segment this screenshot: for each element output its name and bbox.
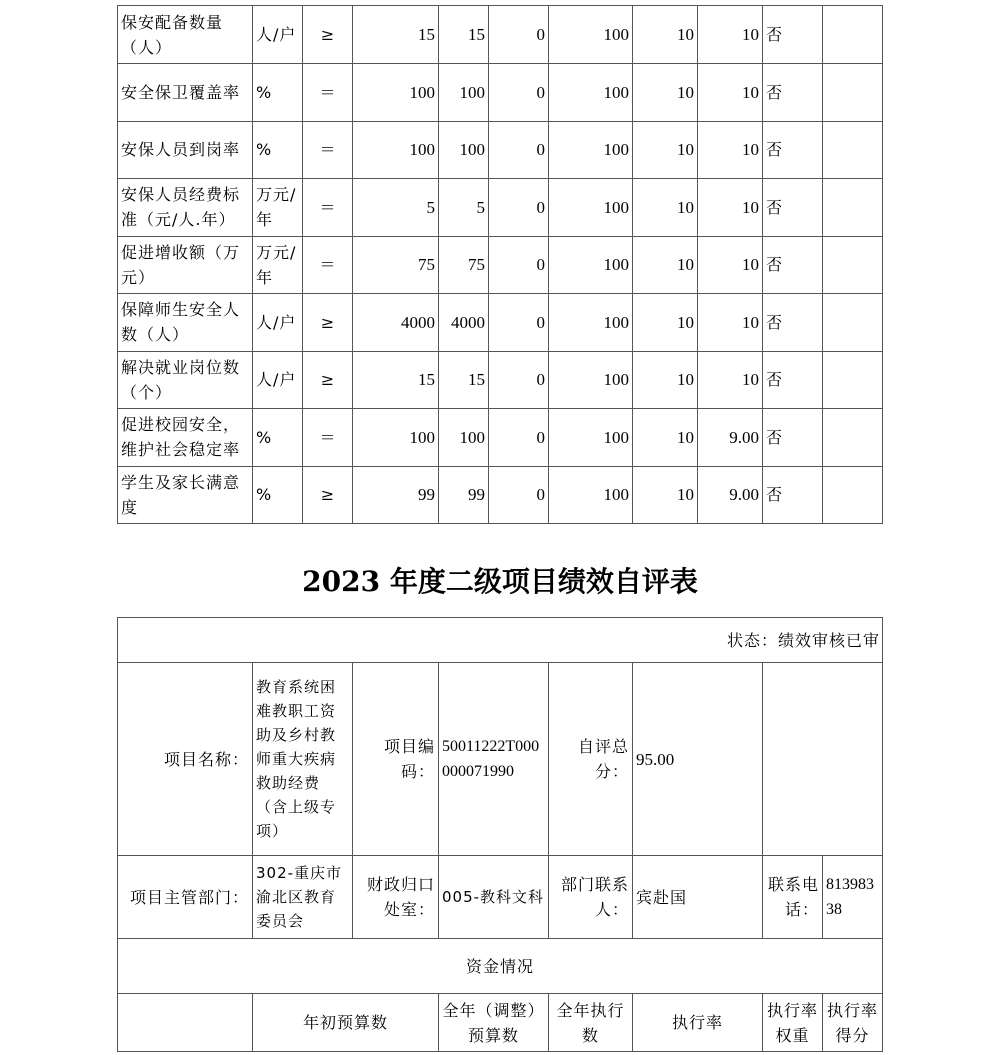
contact-label: 部门联系人： (549, 856, 633, 939)
indicator-name: 保安配备数量（人） (118, 6, 253, 64)
indicator-note (823, 351, 883, 409)
indicator-score: 10 (698, 236, 763, 294)
funds-header: 全年执行数 (549, 994, 633, 1052)
indicator-deviation: 0 (489, 294, 549, 352)
office-value: 005-教科文科 (439, 856, 549, 939)
indicator-rate: 100 (549, 121, 633, 179)
phone-label: 联系电话： (763, 856, 823, 939)
indicator-target: 100 (353, 121, 439, 179)
table-row (118, 6, 883, 64)
indicator-operator: ≥ (303, 466, 353, 524)
empty-cell (763, 663, 883, 856)
indicator-actual: 4000 (439, 294, 489, 352)
office-label: 财政归口处室： (353, 856, 439, 939)
indicator-note (823, 64, 883, 122)
table-row (118, 351, 883, 409)
indicator-name: 解决就业岗位数（个） (118, 351, 253, 409)
indicator-unit: 人/户 (253, 351, 303, 409)
table-row (118, 236, 883, 294)
indicator-operator: ＝ (303, 179, 353, 237)
indicator-rate: 100 (549, 6, 633, 64)
indicator-deviation: 0 (489, 64, 549, 122)
indicator-weight: 10 (633, 351, 698, 409)
indicator-rate: 100 (549, 236, 633, 294)
indicator-name: 促进校园安全，维护社会稳定率 (118, 409, 253, 467)
project-name-label: 项目名称： (118, 663, 253, 856)
indicator-name: 促进增收额（万元） (118, 236, 253, 294)
indicator-rate: 100 (549, 466, 633, 524)
indicator-deviation: 0 (489, 466, 549, 524)
indicator-score: 10 (698, 64, 763, 122)
indicator-name: 保障师生安全人数（人） (118, 294, 253, 352)
indicator-target: 100 (353, 409, 439, 467)
indicator-unit: 万元/年 (253, 236, 303, 294)
indicator-actual: 15 (439, 6, 489, 64)
funds-header: 年初预算数 (253, 994, 439, 1052)
funds-header: 全年（调整）预算数 (439, 994, 549, 1052)
indicator-operator: ＝ (303, 236, 353, 294)
indicator-flag: 否 (763, 466, 823, 524)
indicator-score: 10 (698, 121, 763, 179)
phone-value: 81398338 (823, 856, 883, 939)
indicator-unit: % (253, 64, 303, 122)
indicator-target: 4000 (353, 294, 439, 352)
indicator-deviation: 0 (489, 351, 549, 409)
table-row (118, 121, 883, 179)
indicator-note (823, 466, 883, 524)
indicator-weight: 10 (633, 409, 698, 467)
indicator-weight: 10 (633, 294, 698, 352)
indicator-deviation: 0 (489, 409, 549, 467)
empty-cell (118, 994, 253, 1052)
table-row (118, 179, 883, 237)
indicator-unit: % (253, 409, 303, 467)
indicator-operator: ＝ (303, 409, 353, 467)
indicator-rate: 100 (549, 409, 633, 467)
indicator-operator: ≥ (303, 294, 353, 352)
indicator-unit: 万元/年 (253, 179, 303, 237)
indicator-flag: 否 (763, 6, 823, 64)
indicator-note (823, 294, 883, 352)
indicator-rate: 100 (549, 179, 633, 237)
indicator-flag: 否 (763, 294, 823, 352)
project-code-label: 项目编码： (353, 663, 439, 856)
indicator-unit: % (253, 121, 303, 179)
indicator-flag: 否 (763, 121, 823, 179)
table-row (118, 409, 883, 467)
indicator-note (823, 6, 883, 64)
indicator-score: 9.00 (698, 466, 763, 524)
indicator-weight: 10 (633, 64, 698, 122)
indicator-unit: 人/户 (253, 294, 303, 352)
indicator-operator: ≥ (303, 6, 353, 64)
indicator-deviation: 0 (489, 6, 549, 64)
indicator-operator: ≥ (303, 351, 353, 409)
indicator-actual: 5 (439, 179, 489, 237)
indicator-weight: 10 (633, 236, 698, 294)
indicator-operator: ＝ (303, 121, 353, 179)
indicator-target: 100 (353, 64, 439, 122)
table-row (118, 64, 883, 122)
table-row (118, 466, 883, 524)
project-code-value: 50011222T000000071990 (439, 663, 549, 856)
indicator-deviation: 0 (489, 236, 549, 294)
funds-section-label: 资金情况 (118, 939, 883, 994)
funds-header: 执行率权重 (763, 994, 823, 1052)
indicator-actual: 15 (439, 351, 489, 409)
indicator-rate: 100 (549, 351, 633, 409)
indicator-deviation: 0 (489, 121, 549, 179)
indicator-rate: 100 (549, 64, 633, 122)
funds-header: 执行率 (633, 994, 763, 1052)
dept-label: 项目主管部门： (118, 856, 253, 939)
indicator-actual: 75 (439, 236, 489, 294)
indicator-flag: 否 (763, 64, 823, 122)
self-score-label: 自评总分： (549, 663, 633, 856)
page-title: 2023 年度二级项目绩效自评表 (302, 565, 698, 598)
indicator-weight: 10 (633, 6, 698, 64)
indicator-note (823, 179, 883, 237)
indicator-name: 学生及家长满意度 (118, 466, 253, 524)
indicator-weight: 10 (633, 121, 698, 179)
indicator-score: 10 (698, 351, 763, 409)
indicator-operator: ＝ (303, 64, 353, 122)
contact-value: 宾赴国 (633, 856, 763, 939)
indicator-unit: 人/户 (253, 6, 303, 64)
indicator-flag: 否 (763, 351, 823, 409)
indicator-unit: % (253, 466, 303, 524)
indicator-name: 安保人员经费标准（元/人.年） (118, 179, 253, 237)
funds-header: 执行率得分 (823, 994, 883, 1052)
indicator-target: 15 (353, 351, 439, 409)
indicator-note (823, 121, 883, 179)
indicator-flag: 否 (763, 409, 823, 467)
project-info-table (117, 617, 883, 1052)
self-score-value: 95.00 (633, 663, 763, 856)
indicator-deviation: 0 (489, 179, 549, 237)
indicator-weight: 10 (633, 466, 698, 524)
indicator-name: 安全保卫覆盖率 (118, 64, 253, 122)
indicator-score: 10 (698, 294, 763, 352)
indicator-name: 安保人员到岗率 (118, 121, 253, 179)
indicator-actual: 100 (439, 64, 489, 122)
status-text: 状态：绩效审核已审 (118, 618, 883, 663)
table-row (118, 294, 883, 352)
indicator-note (823, 236, 883, 294)
indicator-target: 15 (353, 6, 439, 64)
indicator-flag: 否 (763, 236, 823, 294)
indicator-score: 9.00 (698, 409, 763, 467)
indicator-weight: 10 (633, 179, 698, 237)
indicator-table (117, 5, 883, 524)
indicator-target: 5 (353, 179, 439, 237)
indicator-note (823, 409, 883, 467)
indicator-rate: 100 (549, 294, 633, 352)
indicator-target: 99 (353, 466, 439, 524)
dept-value: 302-重庆市渝北区教育委员会 (253, 856, 353, 939)
indicator-target: 75 (353, 236, 439, 294)
indicator-score: 10 (698, 6, 763, 64)
indicator-score: 10 (698, 179, 763, 237)
project-name-value: 教育系统困难教职工资助及乡村教师重大疾病救助经费（含上级专项） (253, 663, 353, 856)
indicator-actual: 100 (439, 409, 489, 467)
indicator-flag: 否 (763, 179, 823, 237)
indicator-actual: 100 (439, 121, 489, 179)
indicator-actual: 99 (439, 466, 489, 524)
